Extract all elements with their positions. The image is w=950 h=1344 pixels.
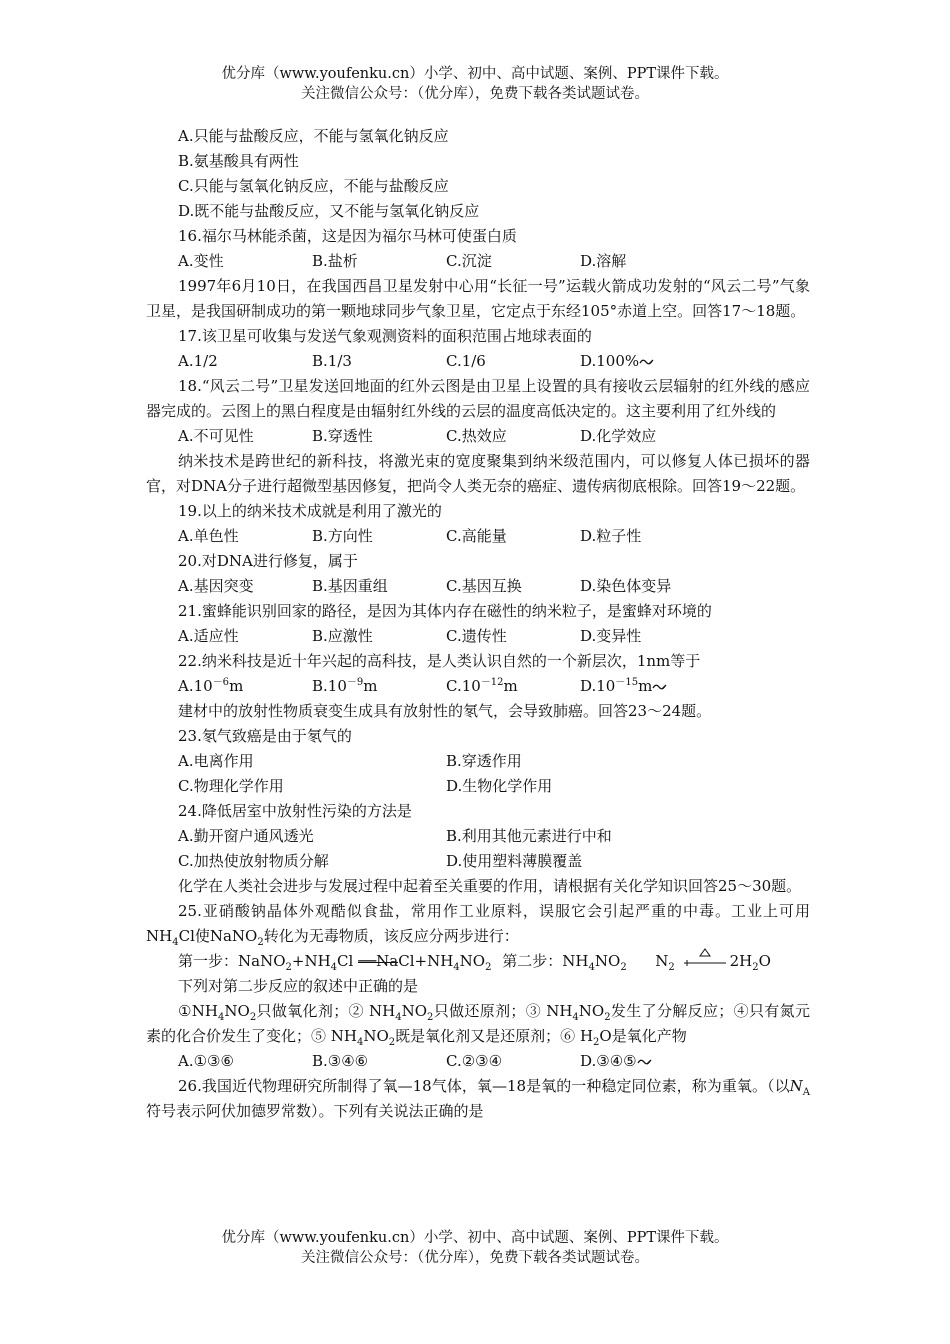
q22-c-base: C.10 bbox=[446, 677, 481, 695]
step1-equation: $NaNO_2+NH_4Cl$ $──NaCl+NH_4NO_2$ bbox=[238, 952, 491, 970]
passage-nanotech: 纳米技术是跨世纪的新科技，将激光束的宽度聚集到纳米级范围内，可以修复人体已损坏的器官，对DNA分子进行超微型基因修复，把尚令人类无奈的癌症、遗传病彻底根除。回答19～22题。 bbox=[146, 452, 810, 495]
q21-option-b: B.应激性 bbox=[312, 627, 373, 645]
q22-option-c bbox=[446, 674, 518, 699]
q25-stem-a: 25.亚硝酸钠晶体外观酷似食盐，常用作工业原料，误服它会引起严重的中毒。工业上可用NH bbox=[146, 902, 810, 945]
step1-label: 第一步： bbox=[178, 952, 239, 970]
q18-option-c: C.热效应 bbox=[446, 427, 507, 445]
avogadro-symbol: N bbox=[789, 1077, 803, 1095]
q20-options bbox=[146, 574, 810, 599]
q20-option-c: C.基因互换 bbox=[446, 577, 522, 595]
q22-a-exp: －6 bbox=[212, 677, 230, 688]
step2-equation: $NH_4NO_2$ $N_2$ $2H_2O$ bbox=[562, 952, 771, 970]
q15-option-c: C.只能与氢氧化钠反应，不能与盐酸反应 bbox=[178, 177, 449, 195]
q19-option-c: C.高能量 bbox=[446, 527, 507, 545]
q22-options bbox=[146, 674, 810, 699]
q22-a-unit: m bbox=[229, 677, 244, 695]
q21-option-a: A.适应性 bbox=[178, 627, 239, 645]
q17-stem: 17.该卫星可收集与发送气象观测资料的面积范围占地球表面的 bbox=[178, 327, 592, 345]
q25-statements: $①NH_4NO_2$只做氧化剂；② $NH_4NO_2$只做还原剂；③ $NH_4NO_2$发生了分解反应；④只有氮元素的化合价发生了变化；⑤ $NH_4NO_2$既是氧化剂又是还原剂；⑥ $H_2O$是氧化产物 bbox=[146, 1002, 810, 1048]
q21-options bbox=[146, 624, 810, 649]
q23-options-row1 bbox=[146, 749, 810, 774]
q20-option-d: D.染色体变异 bbox=[580, 577, 672, 595]
q15-option-d: D.既不能与盐酸反应，又不能与氢氧化钠反应 bbox=[178, 202, 480, 220]
q16-option-b: B.盐析 bbox=[312, 252, 358, 270]
q18-option-d: D.化学效应 bbox=[580, 427, 657, 445]
q25-reaction-steps bbox=[146, 949, 810, 974]
page-header bbox=[0, 64, 950, 104]
q19-option-b: B.方向性 bbox=[312, 527, 373, 545]
q23-option-c: C.物理化学作用 bbox=[178, 777, 284, 795]
q22-a-base: A.10 bbox=[178, 677, 213, 695]
q25-option-c: C.②③④ bbox=[446, 1052, 503, 1070]
q22-option-a bbox=[178, 674, 243, 699]
q16-option-c: C.沉淀 bbox=[446, 252, 492, 270]
q23-option-b: B.穿透作用 bbox=[446, 752, 522, 770]
step2-label: 第二步： bbox=[502, 952, 563, 970]
q19-stem: 19.以上的纳米技术成就是利用了激光的 bbox=[178, 502, 442, 520]
q22-option-b bbox=[312, 674, 378, 699]
q22-c-exp: －12 bbox=[480, 677, 504, 688]
stmt-f: 既是氧化剂又是还原剂；⑥ H bbox=[395, 1027, 594, 1045]
q26-stem-b: 符号表示阿伏加德罗常数）。下列有关说法正确的是 bbox=[146, 1102, 484, 1120]
q17-option-d bbox=[580, 349, 655, 374]
q25-option-d bbox=[580, 1049, 653, 1074]
heat-arrow-icon bbox=[680, 955, 730, 969]
stmt-a: ①NH bbox=[178, 1002, 218, 1020]
q25-sub-2: 2 bbox=[257, 937, 264, 948]
q18-options bbox=[146, 424, 810, 449]
squiggle-mark-icon bbox=[639, 357, 655, 367]
footer-line-1: 优分库（www.youfenku.cn）小学、初中、高中试题、案例、PPT课件下载。 bbox=[221, 1230, 729, 1246]
stmt-c: 只做氧化剂；② NH bbox=[256, 1002, 396, 1020]
q20-option-b: B.基因重组 bbox=[312, 577, 388, 595]
exam-body bbox=[146, 124, 810, 1124]
q25-stem-c: 转化为无毒物质，该反应分两步进行： bbox=[263, 927, 519, 945]
q17-option-c: C.1/6 bbox=[446, 352, 486, 370]
q26-stem-a: 26.我国近代物理研究所制得了氧—18气体，氧—18是氧的一种稳定同位素，称为重氧。（以 bbox=[178, 1077, 790, 1095]
q15-option-a: A.只能与盐酸反应，不能与氢氧化钠反应 bbox=[178, 127, 449, 145]
q22-option-d bbox=[580, 674, 668, 699]
q15-option-b: B.氨基酸具有两性 bbox=[178, 152, 299, 170]
q16-stem: 16.福尔马林能杀菌，这是因为福尔马林可使蛋白质 bbox=[178, 227, 517, 245]
q22-b-exp: －9 bbox=[346, 677, 364, 688]
avogadro-sub: A bbox=[802, 1087, 810, 1098]
passage-radon: 建材中的放射性物质衰变生成具有放射性的氡气，会导致肺癌。回答23～24题。 bbox=[178, 702, 712, 720]
q18-option-b: B.穿透性 bbox=[312, 427, 373, 445]
q19-option-a: A.单色性 bbox=[178, 527, 239, 545]
q17-option-b: B.1/3 bbox=[312, 352, 352, 370]
q19-options bbox=[146, 524, 810, 549]
q22-c-unit: m bbox=[503, 677, 518, 695]
q22-d-base: D.10 bbox=[580, 677, 616, 695]
q22-d-exp: －15 bbox=[615, 677, 639, 688]
q24-option-b: B.利用其他元素进行中和 bbox=[446, 827, 612, 845]
q17-option-d-text: D.100% bbox=[580, 352, 640, 370]
q24-stem: 24.降低居室中放射性污染的方法是 bbox=[178, 802, 412, 820]
q24-options-row1 bbox=[146, 824, 810, 849]
q25-options bbox=[146, 1049, 810, 1074]
q25-stem bbox=[146, 899, 810, 949]
q18-stem: 18.“风云二号”卫星发送回地面的红外云图是由卫星上设置的具有接收云层辐射的红外线的感应器完成的。云图上的黑白程度是由辐射红外线的云层的温度高低决定的。这主要利用了红外线的 bbox=[146, 377, 810, 420]
q23-option-a: A.电离作用 bbox=[178, 752, 254, 770]
header-line-2: 关注微信公众号：（优分库），免费下载各类试题试卷。 bbox=[301, 86, 649, 102]
page-footer bbox=[0, 1228, 950, 1268]
q21-stem: 21.蜜蜂能识别回家的路径，是因为其体内存在磁性的纳米粒子，是蜜蜂对环境的 bbox=[178, 602, 712, 620]
q25-sub-4: 4 bbox=[172, 937, 179, 948]
q24-options-row2 bbox=[146, 849, 810, 874]
strike-arrow: ──Na bbox=[358, 949, 398, 974]
q20-stem: 20.对DNA进行修复，属于 bbox=[178, 552, 358, 570]
q26-stem bbox=[146, 1074, 810, 1124]
squiggle-mark-icon bbox=[637, 1057, 653, 1067]
q23-options-row2 bbox=[146, 774, 810, 799]
q23-option-d: D.生物化学作用 bbox=[446, 777, 553, 795]
q24-option-c: C.加热使放射物质分解 bbox=[178, 852, 329, 870]
q24-option-d: D.使用塑料薄膜覆盖 bbox=[446, 852, 583, 870]
q22-b-unit: m bbox=[363, 677, 378, 695]
q22-b-base: B.10 bbox=[312, 677, 347, 695]
q16-options bbox=[146, 249, 810, 274]
q16-option-a: A.变性 bbox=[178, 252, 224, 270]
q17-options bbox=[146, 349, 810, 374]
passage-satellite: 1997年6月10日，在我国西昌卫星发射中心用“长征一号”运载火箭成功发射的“风云二号”气象卫星，是我国研制成功的第一颗地球同步气象卫星，它定点于东经105°赤道上空。回答17～18题。 bbox=[146, 277, 810, 320]
q23-stem: 23.氡气致癌是由于氡气的 bbox=[178, 727, 352, 745]
q19-option-d: D.粒子性 bbox=[580, 527, 642, 545]
q25-option-b: B.③④⑥ bbox=[312, 1052, 369, 1070]
q21-option-d: D.变异性 bbox=[580, 627, 642, 645]
header-line-1: 优分库（www.youfenku.cn）小学、初中、高中试题、案例、PPT课件下载。 bbox=[221, 66, 729, 82]
q24-option-a: A.勤开窗户通风透光 bbox=[178, 827, 314, 845]
q21-option-c: C.遗传性 bbox=[446, 627, 507, 645]
stmt-e: 发生了分解反应；④只有氮元素的化合价发生了变化；⑤ NH bbox=[146, 1002, 810, 1045]
passage-chemistry: 化学在人类社会进步与发展过程中起着至关重要的作用，请根据有关化学知识回答25～30题。 bbox=[178, 877, 802, 895]
footer-line-2: 关注微信公众号：（优分库），免费下载各类试题试卷。 bbox=[301, 1250, 649, 1266]
stmt-d: 只做还原剂；③ NH bbox=[433, 1002, 573, 1020]
q25-option-a: A.①③⑥ bbox=[178, 1052, 234, 1070]
q16-option-d: D.溶解 bbox=[580, 252, 627, 270]
q25-option-d-text: D.③④⑤ bbox=[580, 1052, 637, 1070]
q22-stem: 22.纳米科技是近十年兴起的高科技，是人类认识自然的一个新层次，1nm等于 bbox=[178, 652, 701, 670]
stmt-b: NO bbox=[224, 1002, 250, 1020]
q18-option-a: A.不可见性 bbox=[178, 427, 254, 445]
q25-question: 下列对第二步反应的叙述中正确的是 bbox=[178, 977, 419, 995]
q25-stem-b: Cl使NaNO bbox=[178, 927, 258, 945]
stmt-g: O是氧化产物 bbox=[599, 1027, 687, 1045]
q22-d-unit: m bbox=[638, 677, 653, 695]
q17-option-a: A.1/2 bbox=[178, 352, 218, 370]
q20-option-a: A.基因突变 bbox=[178, 577, 254, 595]
squiggle-mark-icon bbox=[652, 682, 668, 692]
